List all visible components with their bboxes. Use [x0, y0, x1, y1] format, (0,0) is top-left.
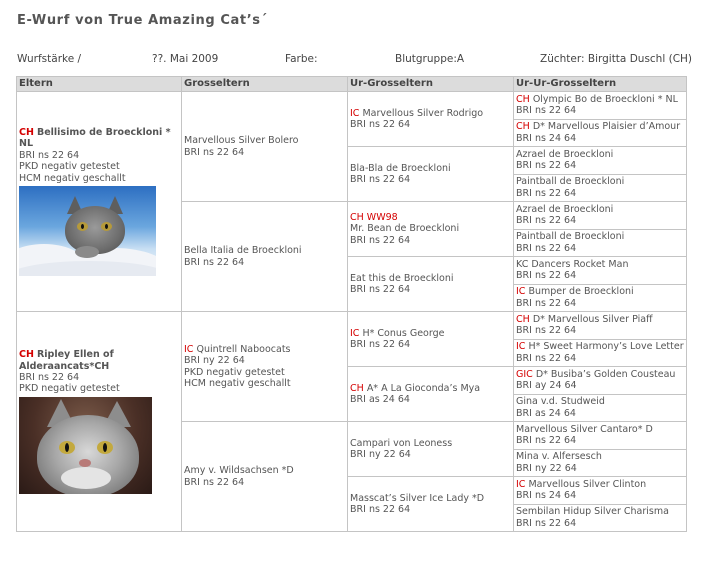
cat-photo: [19, 397, 152, 494]
gggp-code: BRI ns 22 64: [516, 435, 577, 447]
greatgrandparent-cell: CH WW98 Mr. Bean de Broeckloni BRI ns 22 64: [348, 202, 514, 257]
header-row: [17, 77, 687, 92]
parent-line: BRI ns 22 64: [19, 372, 80, 383]
gggp-code: BRI ny 22 64: [516, 462, 577, 474]
greatgrandparent-cell: [348, 477, 514, 532]
grandparent-line: BRI ny 22 64: [184, 355, 245, 367]
parent-name: Ripley Ellen of Alderaancats*CH: [19, 349, 114, 372]
gggp-code: BRI ns 22 64: [516, 160, 577, 172]
gggp-code: BRI ns 22 64: [516, 352, 577, 364]
info-datum: ??. Mai 2009: [152, 53, 219, 65]
gggp-name: Azrael de Broeckloni: [516, 148, 614, 160]
grandparent-name: Bella Italia de Broeckloni: [184, 245, 302, 257]
gggp-name: Olympic Bo de Broeckloni * NL: [532, 93, 678, 105]
greatgrandparent-code: BRI ns 22 64: [350, 119, 411, 130]
gggp-cell: IC Bumper de Broeckloni BRI ns 22 64: [514, 284, 687, 312]
greatgrandparent-cell: [348, 147, 514, 202]
greatgrandparent-name: H* Conus George: [362, 327, 445, 339]
grandparent-name: Marvellous Silver Bolero: [184, 135, 299, 147]
gggp-cell: [514, 147, 687, 175]
gggp-cell: [514, 229, 687, 257]
grandparent-cell: IC Quintrell Naboocats BRI ny 22 64 PKD negativ getestet HCM negativ geschallt: [182, 312, 348, 422]
gggp-cell: [514, 202, 687, 230]
gggp-name: Paintball de Broeckloni: [516, 176, 625, 188]
parent-title: CH: [19, 349, 34, 361]
header-urgrosseltern: Ur-Grosseltern: [348, 77, 514, 92]
gggp-name: KC Dancers Rocket Man: [516, 258, 629, 270]
parent-title: CH: [19, 126, 34, 138]
greatgrandparent-cell: [348, 422, 514, 477]
parent-line: PKD negativ getestet: [19, 383, 120, 395]
gggp-cell: [514, 394, 687, 422]
greatgrandparent-code: BRI ns 22 64: [350, 284, 411, 295]
gggp-name: Bumper de Broeckloni: [528, 286, 634, 298]
greatgrandparent-cell: IC Marvellous Silver Rodrigo BRI ns 22 64: [348, 92, 514, 147]
gggp-name: H* Sweet Harmony’s Love Letter: [528, 341, 684, 353]
gggp-code: BRI ns 24 64: [516, 132, 577, 144]
grandparent-cell: [182, 92, 348, 202]
grandparent-cell: [182, 202, 348, 312]
gggp-code: BRI ns 22 64: [516, 270, 577, 282]
greatgrandparent-name: Campari von Leoness: [350, 437, 453, 449]
gggp-code: BRI ns 22 64: [516, 105, 577, 117]
greatgrandparent-cell: IC H* Conus George BRI ns 22 64: [348, 312, 514, 367]
header-eltern: Eltern: [17, 77, 182, 92]
gggp-code: BRI ns 22 64: [516, 517, 577, 529]
gggp-name: Sembilan Hidup Silver Charisma: [516, 506, 669, 518]
gggp-code: BRI ay 24 64: [516, 380, 577, 392]
greatgrandparent-cell: CH A* A La Gioconda’s Mya BRI as 24 64: [348, 367, 514, 422]
greatgrandparent-code: BRI ns 22 64: [350, 339, 411, 350]
header-grosseltern: Grosseltern: [182, 77, 348, 92]
gggp-code: BRI as 24 64: [516, 407, 576, 419]
greatgrandparent-name: A* A La Gioconda’s Mya: [366, 382, 481, 394]
info-blutgruppe: Blutgruppe:A: [395, 53, 465, 65]
gggp-name: Marvellous Silver Clinton: [528, 478, 647, 490]
gggp-cell: CH D* Marvellous Silver Piaff BRI ns 22 64: [514, 312, 687, 340]
gggp-code: BRI ns 22 64: [516, 187, 577, 199]
parent-cell: [17, 312, 182, 532]
gggp-name: Mina v. Alfersesch: [516, 451, 602, 463]
info-zuechter: Züchter: Birgitta Duschl (CH): [540, 53, 693, 65]
page-title: E-Wurf von True Amazing Cat’s´: [17, 13, 268, 28]
gggp-cell: IC Marvellous Silver Clinton BRI ns 24 64: [514, 477, 687, 505]
greatgrandparent-code: BRI as 24 64: [350, 394, 410, 405]
gggp-name: Paintball de Broeckloni: [516, 231, 625, 243]
greatgrandparent-name: Bla-Bla de Broeckloni: [350, 162, 451, 174]
gggp-name: Marvellous Silver Cantaro* D: [516, 423, 653, 435]
greatgrandparent-name: Eat this de Broeckloni: [350, 272, 454, 284]
parent-line: BRI ns 22 64: [19, 149, 80, 161]
grandparent-line: PKD negativ getestet: [184, 366, 285, 378]
gggp-cell: CH Olympic Bo de Broeckloni * NL BRI ns 22 64: [514, 92, 687, 120]
gggp-code: BRI ns 22 64: [516, 325, 577, 337]
header-ururgrosseltern: Ur-Ur-Grosseltern: [514, 77, 687, 92]
gggp-cell: [514, 257, 687, 285]
parent-name: Bellisimo de Broeckloni * NL: [19, 126, 171, 150]
gggp-code: BRI ns 22 64: [516, 242, 577, 254]
gggp-name: Gina v.d. Studweid: [516, 396, 605, 408]
grandparent-line: BRI ns 22 64: [184, 256, 245, 268]
parent-line: PKD negativ getestet: [19, 161, 120, 173]
pedigree-table: [16, 76, 687, 532]
gggp-code: BRI ns 24 64: [516, 490, 577, 502]
greatgrandparent-cell: [348, 257, 514, 312]
info-farbe: Farbe:: [285, 53, 318, 65]
gggp-code: BRI ns 22 64: [516, 297, 577, 309]
greatgrandparent-code: BRI ny 22 64: [350, 449, 411, 460]
grandparent-cell: [182, 422, 348, 532]
gggp-cell: [514, 174, 687, 202]
gggp-cell: GIC D* Busiba’s Golden Cousteau BRI ay 24 64: [514, 367, 687, 395]
gggp-cell: CH D* Marvellous Plaisier d’Amour BRI ns 24 64: [514, 119, 687, 147]
gggp-name: Azrael de Broeckloni: [516, 203, 614, 215]
grandparent-name: Quintrell Naboocats: [196, 343, 291, 355]
greatgrandparent-name: Mr. Bean de Broeckloni: [350, 223, 460, 235]
gggp-cell: [514, 422, 687, 450]
grandparent-line: BRI ns 22 64: [184, 476, 245, 488]
gggp-code: BRI ns 22 64: [516, 215, 577, 227]
info-wurfstaerke: Wurfstärke /: [17, 53, 82, 65]
greatgrandparent-name: Marvellous Silver Rodrigo: [362, 107, 484, 119]
gggp-cell: [514, 449, 687, 477]
parent-line: HCM negativ geschallt: [19, 172, 126, 184]
grandparent-line: BRI ns 22 64: [184, 146, 245, 158]
gggp-cell: IC H* Sweet Harmony’s Love Letter BRI ns 22 64: [514, 339, 687, 367]
gggp-name: D* Marvellous Plaisier d’Amour: [532, 121, 681, 133]
gggp-name: D* Marvellous Silver Piaff: [532, 313, 653, 325]
parent-cell: [17, 92, 182, 312]
grandparent-line: HCM negativ geschallt: [184, 377, 291, 389]
gggp-name: D* Busiba’s Golden Cousteau: [535, 368, 676, 380]
gggp-cell: [514, 504, 687, 532]
greatgrandparent-code: BRI ns 22 64: [350, 234, 411, 246]
greatgrandparent-name: Masscat’s Silver Ice Lady *D: [350, 492, 485, 504]
grandparent-name: Amy v. Wildsachsen *D: [184, 465, 294, 477]
cat-photo: [19, 186, 156, 276]
greatgrandparent-code: BRI ns 22 64: [350, 174, 411, 185]
greatgrandparent-code: BRI ns 22 64: [350, 504, 411, 515]
